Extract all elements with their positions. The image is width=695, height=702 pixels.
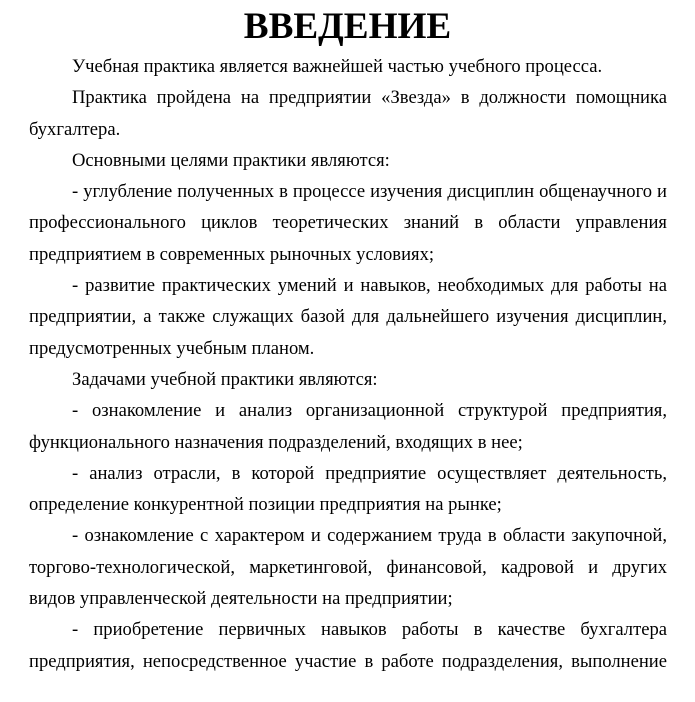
page-bottom-edge — [0, 690, 695, 702]
paragraph-goal-1: - углубление полученных в процессе изучения дисциплин общенаучного и профессионального циклов теоретических знаний в области управления предприятием в современных рыночных условиях; — [29, 181, 667, 265]
paragraph-task-1: - ознакомление и анализ организационной структурой предприятия, функционального назначения подразделений, входящих в нее; — [29, 400, 667, 453]
paragraph-task-3: - ознакомление с характером и содержанием труда в области закупочной, торгово-технологической, маркетинговой, финансовой, кадровой и других видов управленческой деятельности на предприятии; — [29, 525, 667, 610]
paragraph-goals-heading: Основными целями практики являются: — [72, 149, 390, 171]
paragraph-goal-2: - развитие практических умений и навыков, необходимых для работы на предприятии, а также служащих базой для дальнейшего изучения дисциплин, предусмотренных учебным планом. — [29, 275, 667, 359]
paragraph-tasks-heading: Задачами учебной практики являются: — [72, 368, 378, 390]
paragraph-task-2: - анализ отрасли, в которой предприятие осуществляет деятельность, определение конкурентной позиции предприятия на рынке; — [29, 462, 667, 516]
document-title: ВВЕДЕНИЕ — [243, 6, 452, 47]
paragraph-intro: Учебная практика является важнейшей частью учебного процесса. — [72, 56, 603, 77]
paragraph-task-4: - приобретение первичных навыков работы в качестве бухгалтера предприятия, непосредственное участие в работе подразделения, выполнение — [29, 619, 667, 672]
document-body — [29, 51, 667, 677]
paragraph-practice-place: Практика пройдена на предприятии «Звезда» в должности помощника бухгалтера. — [29, 87, 667, 140]
